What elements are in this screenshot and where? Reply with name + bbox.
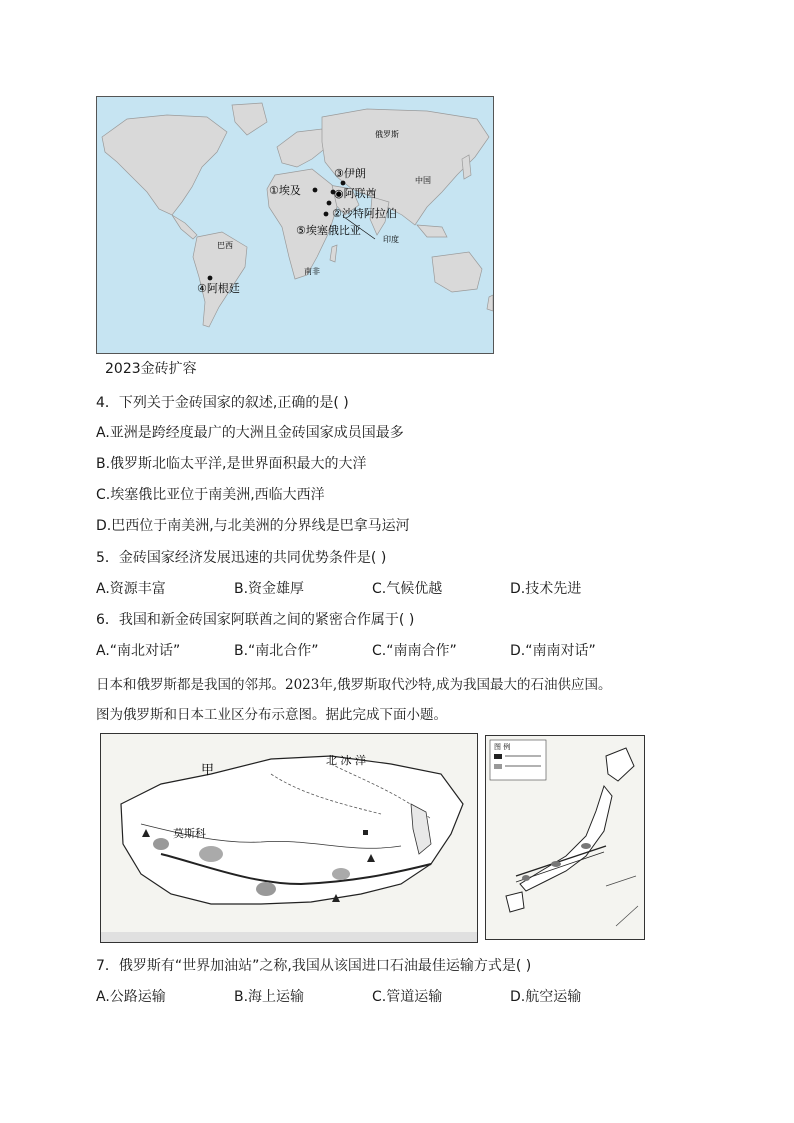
q6-option-b[interactable]: B.“南北合作” <box>234 643 319 659</box>
intro-line-1: 日本和俄罗斯都是我国的邻邦。2023年,俄罗斯取代沙特,成为我国最大的石油供应国。 <box>96 677 612 693</box>
label-south-africa: 南非 <box>304 267 320 276</box>
q5-option-b[interactable]: B.资金雄厚 <box>234 581 305 597</box>
q7-option-d[interactable]: D.航空运输 <box>510 989 582 1005</box>
q7-stem: 7．俄罗斯有“世界加油站”之称,我国从该国进口石油最佳运输方式是( ) <box>96 958 532 974</box>
label-iran: ③伊朗 <box>334 167 366 180</box>
q4-option-a[interactable]: A.亚洲是跨经度最广的大洲且金砖国家成员国最多 <box>96 425 404 441</box>
label-moscow: 莫斯科 <box>173 827 206 840</box>
label-jia: 甲 <box>201 763 215 778</box>
label-arctic: 北 冰 洋 <box>326 754 366 767</box>
q5-option-d[interactable]: D.技术先进 <box>510 581 582 597</box>
world-map <box>96 96 494 354</box>
q4-option-c[interactable]: C.埃塞俄比亚位于南美洲,西临大西洋 <box>96 487 325 503</box>
label-india: 印度 <box>383 235 399 244</box>
q7-option-b[interactable]: B.海上运输 <box>234 989 305 1005</box>
q4-option-b[interactable]: B.俄罗斯北临太平洋,是世界面积最大的大洋 <box>96 456 367 472</box>
q7-option-c[interactable]: C.管道运输 <box>372 989 443 1005</box>
label-ethiopia: ⑤埃塞俄比亚 <box>296 224 361 237</box>
label-saudi: ②沙特阿拉伯 <box>332 207 397 220</box>
label-brazil: 巴西 <box>217 241 233 250</box>
q6-option-c[interactable]: C.“南南合作” <box>372 643 457 659</box>
label-russia: 俄罗斯 <box>375 130 399 139</box>
q6-option-d[interactable]: D.“南南对话” <box>510 643 596 659</box>
q5-option-a[interactable]: A.资源丰富 <box>96 581 166 597</box>
label-uae: ◉阿联酋 <box>334 187 377 200</box>
q5-stem: 5．金砖国家经济发展迅速的共同优势条件是( ) <box>96 550 387 566</box>
label-argentina: ④阿根廷 <box>197 282 240 295</box>
map-caption: 2023金砖扩容 <box>105 361 197 377</box>
q4-stem: 4．下列关于金砖国家的叙述,正确的是( ) <box>96 395 349 411</box>
label-egypt: ①埃及 <box>269 184 301 197</box>
label-china: 中国 <box>415 176 431 185</box>
q6-stem: 6．我国和新金砖国家阿联酋之间的紧密合作属于( ) <box>96 612 415 628</box>
q6-option-a[interactable]: A.“南北对话” <box>96 643 181 659</box>
japan-industry-map <box>485 735 645 940</box>
legend-title: 图 例 <box>494 743 511 751</box>
q7-option-a[interactable]: A.公路运输 <box>96 989 166 1005</box>
q5-option-c[interactable]: C.气候优越 <box>372 581 443 597</box>
russia-industry-map <box>100 733 478 943</box>
intro-line-2: 图为俄罗斯和日本工业区分布示意图。据此完成下面小题。 <box>96 707 447 723</box>
q4-option-d[interactable]: D.巴西位于南美洲,与北美洲的分界线是巴拿马运河 <box>96 518 410 534</box>
